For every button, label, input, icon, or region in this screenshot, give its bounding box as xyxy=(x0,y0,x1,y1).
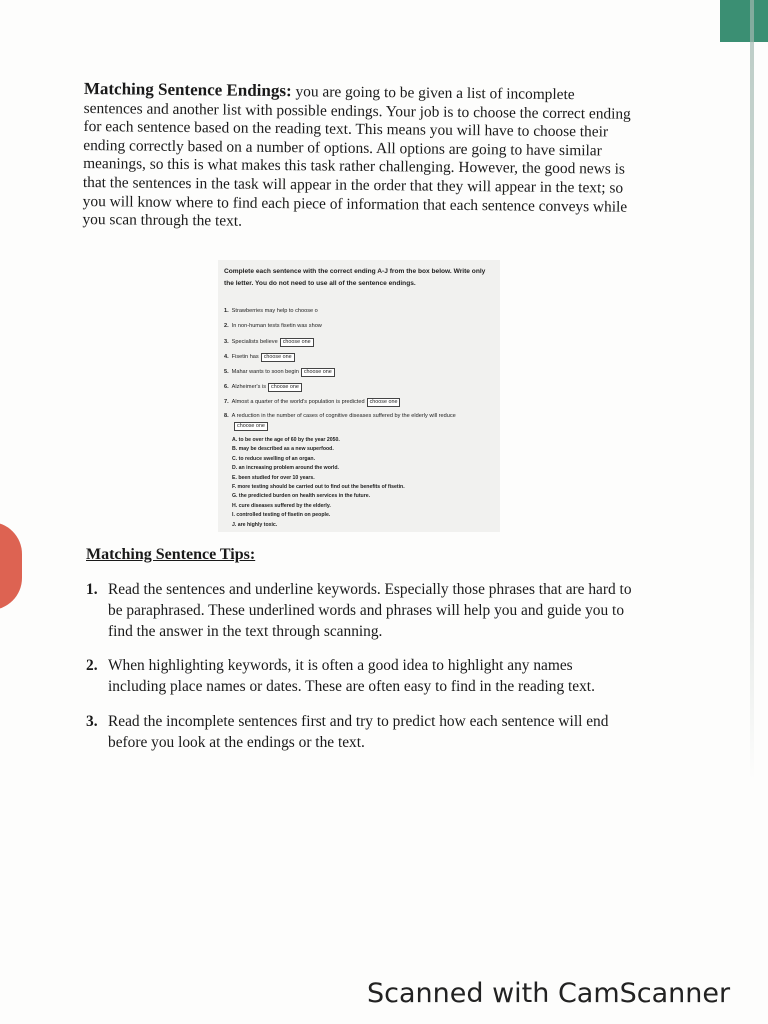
tips-list xyxy=(86,580,634,768)
item-text: Mahar wants to soon begin xyxy=(231,369,299,375)
worksheet-item xyxy=(224,308,318,314)
choose-one-select[interactable]: choose one xyxy=(268,383,302,392)
ending-option: D. an increasing problem around the world. xyxy=(232,465,339,472)
item-number: 6. xyxy=(224,384,229,390)
tip-number: 3. xyxy=(86,712,98,730)
item-text: Fisetin has xyxy=(231,354,259,360)
tip-item xyxy=(86,656,634,698)
tip-item xyxy=(86,580,634,642)
item-number: 4. xyxy=(224,354,229,360)
item-text: Almost a quarter of the world's population is predicted xyxy=(231,399,365,405)
choose-one-select[interactable]: choose one xyxy=(234,422,268,431)
item-number: 7. xyxy=(224,399,229,405)
item-number: 1. xyxy=(224,308,229,314)
item-text: Strawberries may help to choose o xyxy=(231,308,318,314)
choose-one-select[interactable]: choose one xyxy=(301,368,335,377)
ending-option: F. more testing should be carried out to find out the benefits of fisetin. xyxy=(232,484,405,491)
tip-number: 1. xyxy=(86,581,98,598)
ending-option: G. the predicted burden on health services in the future. xyxy=(232,493,371,500)
item-text: Alzheimer's is xyxy=(231,384,266,390)
worksheet-item xyxy=(224,368,335,377)
item-number: 2. xyxy=(224,323,229,329)
item-number: 5. xyxy=(224,369,229,375)
item-number: 8. xyxy=(224,413,229,419)
intro-text: you are going to be given a list of incomplete sentences and another list with possible endings. Your job is to choose the correct ending for each sentence based on the reading text. This means you will have to choose their ending correctly based on a number of options. All options are going to have similar meanings, so this is what makes this task rather challenging. However, the good news is that the sentences in the task will appear in the order that they will appear in the text; so you will know where to find each piece of information that each sentence conveys while you scan through the text. xyxy=(82,83,631,230)
worksheet-item xyxy=(224,383,302,392)
ending-option: A. to be over the age of 60 by the year 2050. xyxy=(232,437,340,443)
tip-text: When highlighting keywords, it is often a good idea to highlight any names including place names or dates. These are often easy to find in the reading text. xyxy=(108,657,595,696)
item-number: 3. xyxy=(224,339,229,345)
ending-option: I. controlled testing of fisetin on people. xyxy=(232,512,331,519)
item-text: In non-human tests fisetin was show xyxy=(231,323,322,329)
ending-option: H. cure diseases suffered by the elderly. xyxy=(232,502,331,509)
tip-text: Read the sentences and underline keywords. Especially those phrases that are hard to be paraphrased. These underlined words and phrases will help you and guide you to find the answer in the text through scanning. xyxy=(108,581,632,640)
choose-one-select[interactable]: choose one xyxy=(367,398,401,407)
choose-one-select[interactable]: choose one xyxy=(280,338,314,347)
worksheet-item xyxy=(224,398,400,407)
ending-option: B. may be described as a new superfood. xyxy=(232,446,334,453)
corner-tab xyxy=(720,0,768,42)
item-text: Specialists believe xyxy=(231,339,278,345)
worksheet-item xyxy=(224,353,295,362)
worksheet-item xyxy=(224,323,322,329)
worksheet-image xyxy=(218,260,500,532)
ending-option: E. been studied for over 10 years. xyxy=(232,474,315,481)
intro-paragraph xyxy=(82,80,632,235)
worksheet-instruction: Complete each sentence with the correct ending A-J from the box below. Write only the letter. You do not need to use all of the sentence endings. xyxy=(224,268,486,287)
ending-option: C. to reduce swelling of an organ. xyxy=(232,455,316,462)
tips-title: Matching Sentence Tips: xyxy=(86,546,256,563)
worksheet-item xyxy=(224,338,314,347)
red-edge-mark xyxy=(0,522,22,610)
page-edge-shadow xyxy=(750,0,754,780)
tip-item xyxy=(86,712,634,754)
worksheet-item xyxy=(224,413,456,419)
tip-number: 2. xyxy=(86,657,98,675)
tip-text: Read the incomplete sentences first and try to predict how each sentence will end before you look at the endings or the text. xyxy=(108,712,609,751)
item-text: A reduction in the number of cases of cognitive diseases suffered by the elderly will reduce xyxy=(231,413,456,419)
intro-heading: Matching Sentence Endings: xyxy=(83,79,292,101)
camscanner-watermark: Scanned with CamScanner xyxy=(367,978,731,1009)
endings-box xyxy=(232,436,405,530)
ending-option: J. are highly toxic. xyxy=(232,521,278,528)
choose-one-select[interactable]: choose one xyxy=(261,353,295,362)
worksheet-item-select-row xyxy=(232,422,268,431)
